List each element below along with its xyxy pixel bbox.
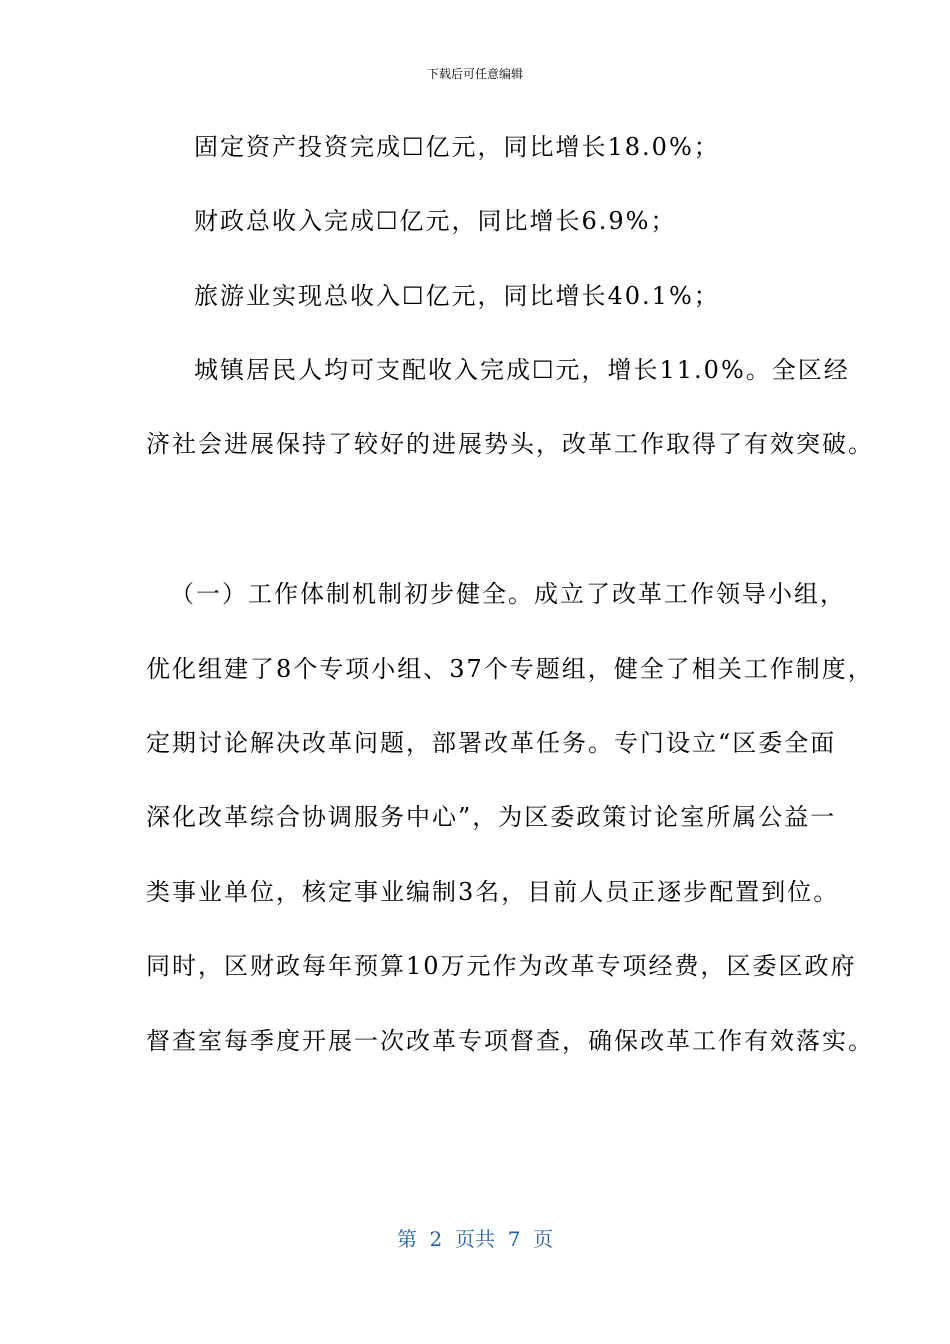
text-line-7: 优化组建了8个专项小组、37个专题组，健全了相关工作制度， [146, 655, 874, 683]
text-line-9: 深化改革综合协调服务中心”，为区委政策讨论室所属公益一 [146, 803, 837, 831]
page-header: 下载后可任意编辑 [426, 67, 523, 81]
text-line-1: 固定资产投资完成☐亿元，同比增长18.0%； [194, 133, 720, 161]
text-line-10: 类事业单位，核定事业编制3名，目前人员正逐步配置到位。 [146, 878, 840, 906]
text-line-5: 济社会进展保持了较好的进展势头，改革工作取得了有效突破。 [146, 430, 874, 458]
text-line-3: 旅游业实现总收入☐亿元，同比增长40.1%； [194, 282, 720, 310]
page-number-footer: 第 2 页共 7 页 [396, 1227, 554, 1251]
text-line-4: 城镇居民人均可支配收入完成☐元，增长11.0%。全区经 [194, 356, 850, 384]
text-line-2: 财政总收入完成☐亿元，同比增长6.9%； [194, 207, 677, 235]
text-line-12: 督查室每季度开展一次改革专项督查，确保改革工作有效落实。 [146, 1027, 874, 1055]
text-line-6: （一）工作体制机制初步健全。成立了改革工作领导小组， [170, 580, 846, 608]
text-line-8: 定期讨论解决改革问题，部署改革任务。专门设立“区委全面 [146, 729, 837, 757]
text-line-11: 同时，区财政每年预算10万元作为改革专项经费，区委区政府 [146, 952, 857, 980]
